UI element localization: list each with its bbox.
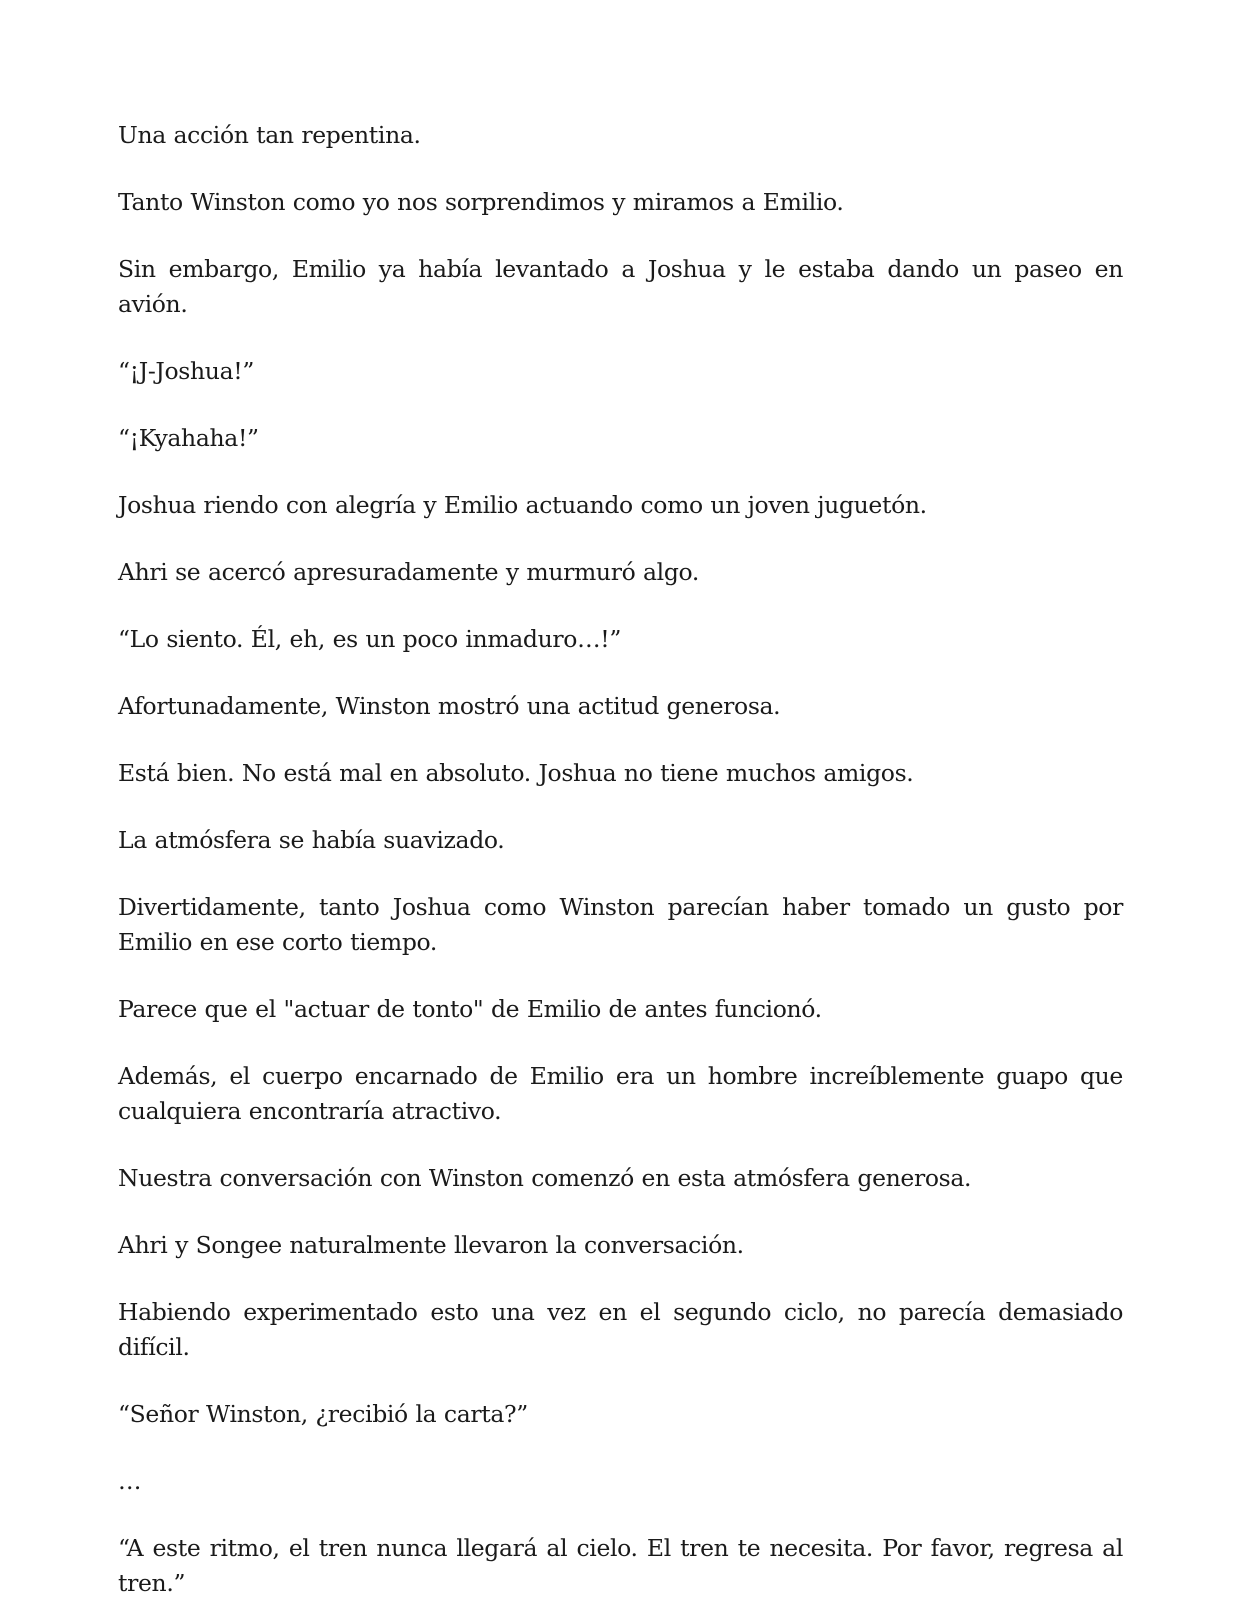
paragraph: “¡Kyahaha!” — [118, 424, 259, 452]
paragraph: Divertidamente, tanto Joshua como Winston parecían haber tomado un gusto por Emilio en ese corto tiempo. — [118, 893, 1123, 956]
paragraph: … — [118, 1467, 142, 1495]
paragraph: La atmósfera se había suavizado. — [118, 826, 505, 854]
paragraph: Afortunadamente, Winston mostró una actitud generosa. — [118, 692, 781, 720]
paragraph: “A este ritmo, el tren nunca llegará al cielo. El tren te necesita. Por favor, regresa al tren.” — [118, 1534, 1123, 1597]
paragraph: Habiendo experimentado esto una vez en el segundo ciclo, no parecía demasiado difícil. — [118, 1298, 1123, 1361]
paragraph: Sin embargo, Emilio ya había levantado a Joshua y le estaba dando un paseo en avión. — [118, 255, 1123, 318]
paragraph: Parece que el "actuar de tonto" de Emilio de antes funcionó. — [118, 995, 822, 1023]
paragraph: Nuestra conversación con Winston comenzó en esta atmósfera generosa. — [118, 1164, 972, 1192]
paragraph: Ahri se acercó apresuradamente y murmuró algo. — [118, 558, 700, 586]
paragraph: Ahri y Songee naturalmente llevaron la conversación. — [118, 1231, 744, 1259]
paragraph: “Señor Winston, ¿recibió la carta?” — [118, 1400, 528, 1428]
paragraph: Tanto Winston como yo nos sorprendimos y miramos a Emilio. — [118, 188, 844, 216]
document-body — [118, 118, 1123, 1617]
paragraph: Además, el cuerpo encarnado de Emilio era un hombre increíblemente guapo que cualquiera encontraría atractivo. — [118, 1062, 1123, 1125]
paragraph: “¡J-Joshua!” — [118, 357, 254, 385]
paragraph: “Lo siento. Él, eh, es un poco inmaduro…!” — [118, 625, 621, 653]
paragraph: Está bien. No está mal en absoluto. Joshua no tiene muchos amigos. — [118, 759, 914, 787]
paragraph: Una acción tan repentina. — [118, 121, 421, 149]
paragraph: Joshua riendo con alegría y Emilio actuando como un joven juguetón. — [118, 491, 927, 519]
